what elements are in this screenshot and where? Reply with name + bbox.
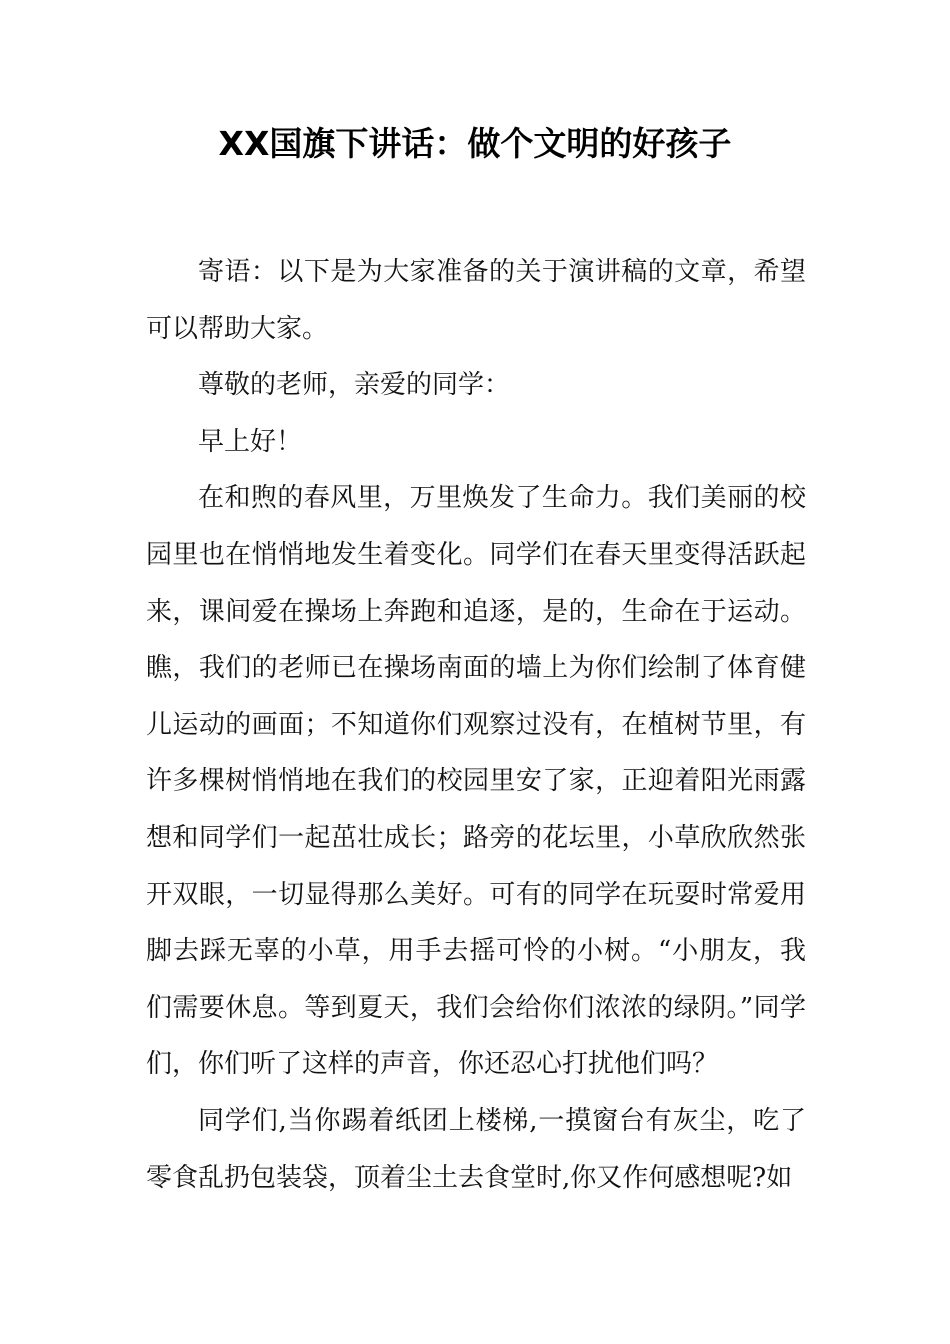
paragraph: 早上好！ bbox=[198, 426, 303, 457]
paragraph: 寄语：以下是为大家准备的关于演讲稿的文章，希望可以帮助大家。 bbox=[146, 257, 806, 344]
document-title: XX国旗下讲话：做个文明的好孩子 bbox=[218, 124, 732, 163]
paragraph: 尊敬的老师，亲爱的同学： bbox=[198, 370, 511, 401]
paragraph: 在和煦的春风里，万里焕发了生命力。我们美丽的校园里也在悄悄地发生着变化。同学们在春天里变得活跃起来，课间爱在操场上奔跑和追逐，是的，生命在于运动。瞧，我们的老师已在操场南面的墙上为你们绘制了体育健儿运动的画面；不知道你们观察过没有，在植树节里，有许多棵树悄悄地在我们的校园里安了家，正迎着阳光雨露想和同学们一起茁壮成长；路旁的花坛里，小草欣欣然张开双眼，一切显得那么美好。可有的同学在玩耍时常爱用脚去踩无辜的小草，用手去摇可怜的小树。“小朋友，我们需要休息。等到夏天，我们会给你们浓浓的绿阴。”同学们，你们听了这样的声音，你还忍心打扰他们吗？ bbox=[146, 483, 806, 1080]
document-body bbox=[146, 244, 806, 1206]
paragraph: 同学们,当你踢着纸团上楼梯,一摸窗台有灰尘，吃了零食乱扔包装袋，顶着尘土去食堂时,你又作何感想呢?如 bbox=[146, 1105, 806, 1193]
